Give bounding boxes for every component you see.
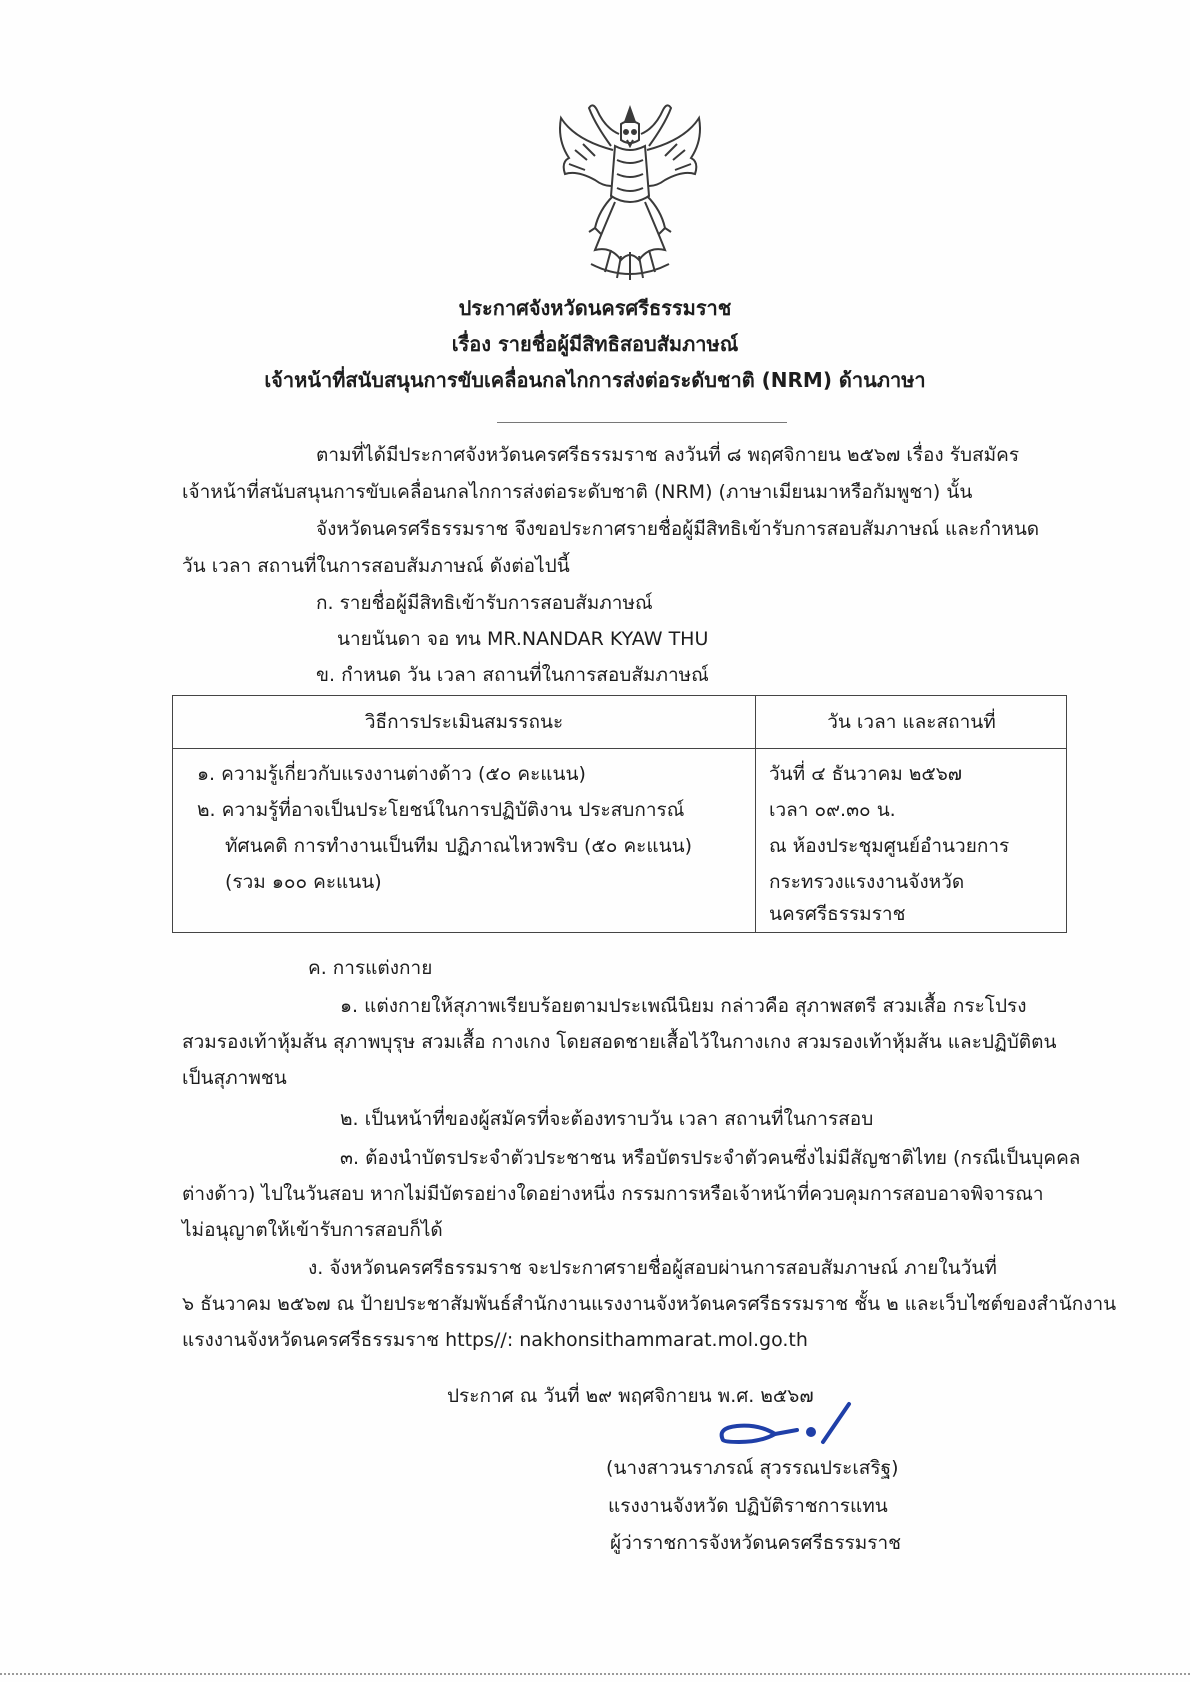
section-a-title: ก. รายชื่อผู้มีสิทธิเข้ารับการสอบสัมภาษณ์ xyxy=(316,592,653,614)
assessment-line-2: ๒. ความรู้ที่อาจเป็นประโยชน์ในการปฏิบัติงาน ประสบการณ์ xyxy=(197,799,685,821)
section-d-line2: ๖ ธันวาคม ๒๕๖๗ ณ ป้ายประชาสัมพันธ์สำนักงานแรงงานจังหวัดนครศรีธรรมราช ชั้น ๒ และเว็บไซต์ของสำนักงาน xyxy=(182,1293,1117,1315)
assessment-line-4: (รวม ๑๐๐ คะแนน) xyxy=(225,871,382,893)
dress-item2: ๒. เป็นหน้าที่ของผู้สมัครที่จะต้องทราบวัน เวลา สถานที่ในการสอบ xyxy=(340,1108,874,1130)
heading-divider xyxy=(497,422,787,423)
dress-item1-line2: สวมรองเท้าหุ้มส้น สุภาพบุรุษ สวมเสื้อ กางเกง โดยสอดชายเสื้อไว้ในกางเกง สวมรองเท้าหุ้มส้น และปฏิบัติตน xyxy=(182,1031,1057,1053)
heading-line-1: ประกาศจังหวัดนครศรีธรรมราช xyxy=(458,296,732,320)
scan-bottom-edge xyxy=(0,1673,1190,1675)
candidate-name: นายนันดา จอ ทน MR.NANDAR KYAW THU xyxy=(337,628,709,650)
schedule-line-2: เวลา ๐๙.๓๐ น. xyxy=(769,799,896,821)
announcement-date: ประกาศ ณ วันที่ ๒๙ พฤศจิกายน พ.ศ. ๒๕๖๗ xyxy=(447,1385,814,1407)
schedule-line-3: ณ ห้องประชุมศูนย์อำนวยการ xyxy=(769,835,1010,857)
table-header-schedule: วัน เวลา และสถานที่ xyxy=(827,711,996,733)
signatory-position-1: แรงงานจังหวัด ปฏิบัติราชการแทน xyxy=(608,1495,888,1517)
intro-p1-line1: ตามที่ได้มีประกาศจังหวัดนครศรีธรรมราช ลงวันที่ ๘ พฤศจิกายน ๒๕๖๗ เรื่อง รับสมัคร xyxy=(316,444,1020,466)
dress-item1-line1: ๑. แต่งกายให้สุภาพเรียบร้อยตามประเพณีนิยม กล่าวคือ สุภาพสตรี สวมเสื้อ กระโปรง xyxy=(340,995,1027,1017)
dress-item1-line3: เป็นสุภาพชน xyxy=(182,1067,287,1089)
intro-p2-line2: วัน เวลา สถานที่ในการสอบสัมภาษณ์ ดังต่อไปนี้ xyxy=(182,555,570,577)
garuda-emblem-icon xyxy=(555,100,705,285)
heading-line-2: เรื่อง รายชื่อผู้มีสิทธิสอบสัมภาษณ์ xyxy=(451,332,739,356)
table-header-assessment: วิธีการประเมินสมรรถนะ xyxy=(364,711,564,733)
schedule-line-5: นครศรีธรรมราช xyxy=(769,903,906,925)
section-d-line3: แรงงานจังหวัดนครศรีธรรมราช https//: nakhonsithammarat.mol.go.th xyxy=(182,1329,808,1351)
intro-p1-line2: เจ้าหน้าที่สนับสนุนการขับเคลื่อนกลไกการส่งต่อระดับชาติ (NRM) (ภาษาเมียนมาหรือกัมพูชา) นั้น xyxy=(182,481,973,503)
signatory-position-2: ผู้ว่าราชการจังหวัดนครศรีธรรมราช xyxy=(610,1532,902,1554)
dress-item3-line2: ต่างด้าว) ไปในวันสอบ หากไม่มีบัตรอย่างใดอย่างหนึ่ง กรรมการหรือเจ้าหน้าที่ควบคุมการสอบอาจพิจารณา xyxy=(182,1183,1044,1205)
interview-schedule-table xyxy=(172,695,1067,933)
dress-item3-line1: ๓. ต้องนำบัตรประจำตัวประชาชน หรือบัตรประจำตัวคนซึ่งไม่มีสัญชาติไทย (กรณีเป็นบุคคล xyxy=(340,1147,1081,1169)
section-c-title: ค. การแต่งกาย xyxy=(308,957,433,979)
assessment-line-1: ๑. ความรู้เกี่ยวกับแรงงานต่างด้าว (๕๐ คะแนน) xyxy=(197,763,586,785)
dress-item3-line3: ไม่อนุญาตให้เข้ารับการสอบก็ได้ xyxy=(182,1219,443,1241)
signatory-name: (นางสาวนราภรณ์ สุวรรณประเสริฐ) xyxy=(606,1457,899,1479)
section-d-line1: ง. จังหวัดนครศรีธรรมราช จะประกาศรายชื่อผู้สอบผ่านการสอบสัมภาษณ์ ภายในวันที่ xyxy=(308,1257,997,1279)
section-b-title: ข. กำหนด วัน เวลา สถานที่ในการสอบสัมภาษณ์ xyxy=(316,664,709,686)
intro-p2-line1: จังหวัดนครศรีธรรมราช จึงขอประกาศรายชื่อผู้มีสิทธิเข้ารับการสอบสัมภาษณ์ และกำหนด xyxy=(316,518,1040,540)
heading-line-3: เจ้าหน้าที่สนับสนุนการขับเคลื่อนกลไกการส่งต่อระดับชาติ (NRM) ด้านภาษา xyxy=(264,368,926,392)
schedule-line-4: กระทรวงแรงงานจังหวัด xyxy=(769,871,965,893)
schedule-line-1: วันที่ ๔ ธันวาคม ๒๕๖๗ xyxy=(769,763,963,785)
announcement-heading xyxy=(0,290,1190,398)
signature-icon xyxy=(715,1398,855,1458)
table-header-divider xyxy=(173,748,1066,749)
assessment-line-3: ทัศนคติ การทำงานเป็นทีม ปฏิภาณไหวพริบ (๕๐ คะแนน) xyxy=(225,835,692,857)
